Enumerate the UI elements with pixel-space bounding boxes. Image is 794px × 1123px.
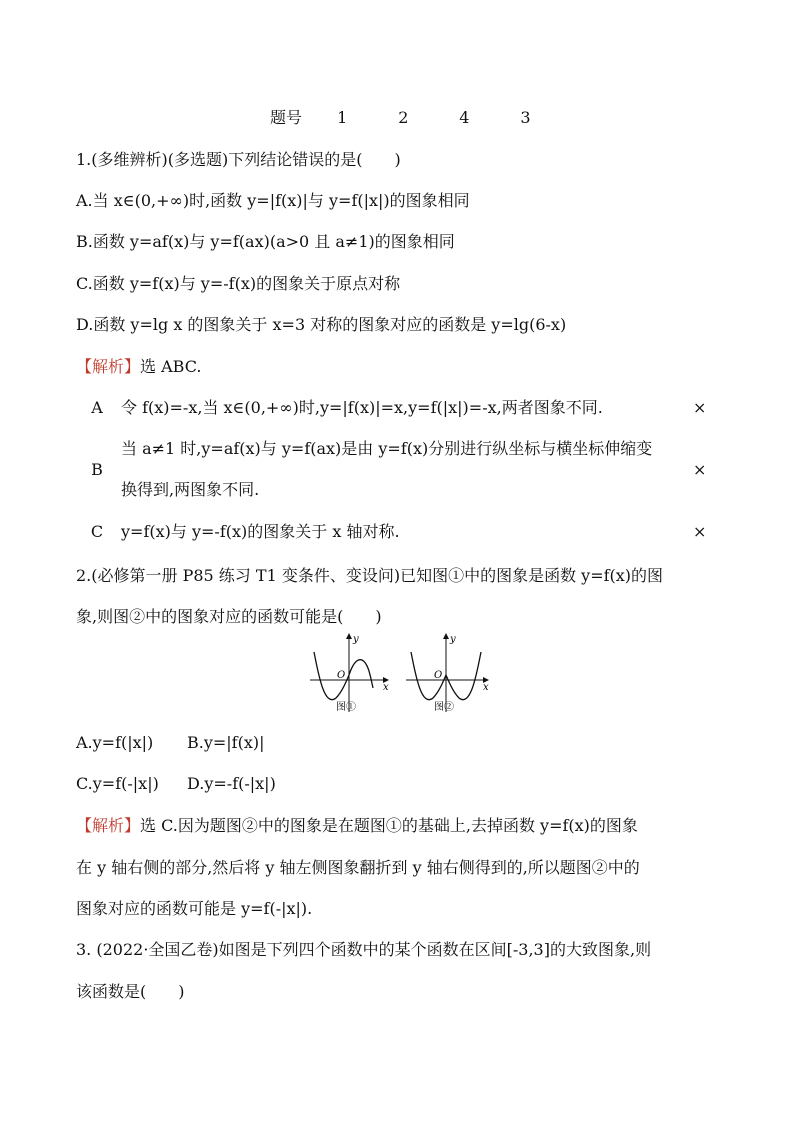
- table-row-label: C: [90, 522, 104, 541]
- q2-option-b: B.y=|f(x)|: [187, 733, 265, 752]
- analysis-tag: 【解析】: [76, 816, 141, 835]
- q2-option-c: C.y=f(-|x|): [76, 774, 159, 793]
- header-number: 4: [459, 108, 470, 127]
- q2-option-d: D.y=-f(-|x|): [187, 774, 276, 793]
- q2-figures: [300, 628, 500, 720]
- question-number-header: [270, 106, 531, 130]
- q2-analysis-line: [76, 814, 638, 838]
- q1-option-b: B.函数 y=af(x)与 y=f(ax)(a>0 且 a≠1)的图象相同: [76, 232, 455, 251]
- figure-1: [310, 634, 389, 713]
- origin-label: O: [337, 670, 346, 681]
- header-number: 2: [398, 108, 409, 127]
- x-label: x: [483, 682, 489, 693]
- analysis-tag: 【解析】: [76, 357, 141, 376]
- q3-stem-line: 该函数是( ): [76, 982, 185, 1001]
- q3-stem-line: 3. (2022·全国乙卷)如图是下列四个函数中的某个函数在区间[-3,3]的大致图象,则: [76, 940, 652, 959]
- q2-analysis-line: 图象对应的函数可能是 y=f(-|x|).: [76, 899, 313, 918]
- analysis-answer: 选 ABC.: [140, 357, 202, 376]
- analysis-text: 选 C.因为题图②中的图象是在题图①的基础上,去掉函数 y=f(x)的图象: [140, 816, 638, 835]
- origin-label: O: [434, 670, 443, 681]
- y-label: y: [450, 634, 456, 645]
- figure-caption: 图①: [336, 702, 356, 713]
- figure-caption: 图②: [434, 702, 454, 713]
- q2-option-a: A.y=f(|x|): [76, 733, 154, 752]
- wrong-mark: ×: [693, 398, 707, 417]
- q2-stem-line: 象,则图②中的图象对应的函数可能是( ): [76, 607, 382, 626]
- header-number: 3: [520, 108, 531, 127]
- q1-option-a: A.当 x∈(0,+∞)时,函数 y=|f(x)|与 y=f(|x|)的图象相同: [76, 191, 470, 210]
- table-row-text: y=f(x)与 y=-f(x)的图象关于 x 轴对称.: [121, 522, 400, 541]
- header-label: 题号: [270, 108, 303, 127]
- q1-option-d: D.函数 y=lg x 的图象关于 x=3 对称的图象对应的函数是 y=lg(6-x): [76, 315, 567, 334]
- table-row-text: 令 f(x)=-x,当 x∈(0,+∞)时,y=|f(x)|=x,y=f(|x|)=-x,两者图象不同.: [121, 398, 603, 417]
- figure-2: [406, 634, 489, 713]
- table-row-label: B: [91, 460, 103, 479]
- header-number: 1: [337, 108, 348, 127]
- y-label: y: [353, 634, 359, 645]
- x-label: x: [383, 682, 389, 693]
- table-row-text: 换得到,两图象不同.: [121, 480, 260, 499]
- q1-stem: 1.(多维辨析)(多选题)下列结论错误的是( ): [76, 150, 401, 169]
- q2-analysis-line: 在 y 轴右侧的部分,然后将 y 轴左侧图象翻折到 y 轴右侧得到的,所以题图②中的: [76, 858, 640, 877]
- q1-option-c: C.函数 y=f(x)与 y=-f(x)的图象关于原点对称: [76, 274, 401, 293]
- wrong-mark: ×: [693, 522, 707, 541]
- table-row-text: 当 a≠1 时,y=af(x)与 y=f(ax)是由 y=f(x)分别进行纵坐标与横坐标伸缩变: [121, 439, 653, 458]
- table-row-label: A: [91, 398, 103, 417]
- wrong-mark: ×: [693, 460, 707, 479]
- q2-stem-line: 2.(必修第一册 P85 练习 T1 变条件、变设问)已知图①中的图象是函数 y=f(x)的图: [76, 566, 664, 585]
- q1-analysis: [76, 355, 201, 379]
